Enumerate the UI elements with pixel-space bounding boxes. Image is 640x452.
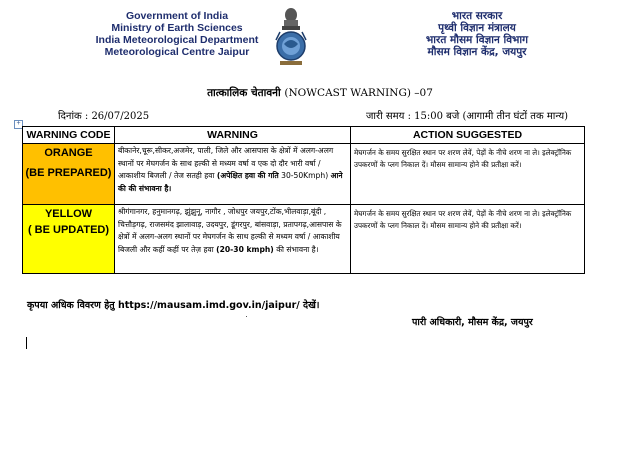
warning-speed: 30-50Kmph)	[278, 171, 331, 180]
table-move-handle-icon[interactable]: +	[14, 120, 23, 129]
warning-bold: (20-30 kmph)	[216, 244, 274, 254]
issue-time: जारी समय : 15:00 बजे (आगामी तीन घंटों तक मान्य)	[366, 111, 569, 122]
org-line: Ministry of Earth Sciences	[111, 22, 243, 34]
warning-text	[115, 205, 351, 274]
table-row	[23, 205, 585, 274]
title-english: (NOWCAST WARNING) –07	[284, 87, 433, 99]
text-cursor	[26, 337, 27, 349]
warning-end: की संभावना है।	[273, 244, 319, 254]
org-line: Government of India	[125, 10, 229, 22]
imd-jaipur-link[interactable]: https://mausam.imd.gov.in/jaipur/	[118, 300, 300, 311]
org-line: India Meteorological Department	[95, 34, 259, 46]
code-label: YELLOW	[44, 208, 93, 220]
warning-bold: (अपेक्षित हवा की गति	[216, 171, 279, 180]
org-line: Meteorological Centre Jaipur	[104, 46, 250, 58]
org-line: मौसम विज्ञान केंद्र, जयपुर	[427, 46, 527, 58]
code-label: ORANGE	[44, 147, 93, 159]
header-warning-code: WARNING CODE	[23, 127, 115, 144]
signature: पारी अधिकारी, मौसम केंद्र, जयपुर	[412, 317, 533, 328]
warning-main: श्रीगंगानगर, हनुमानगढ़, झुंझुनू, नागौर , जोधपुर जयपुर,टोंक,भीलवाड़ा,बूंदी , चित्तौड़गढ़, राजसमंद झालावाड़, उदयपुर, डूंगरपुर, बांसवाड़ा, प्रतापगढ़,आसपास के क्षेत्रों में अलग-अलग स्थानों पर मेघगर्जन के साथ हल्की से मध्यम वर्षा / आकाशीय बिजली और कहीं कहीं पर तेज़ हवा	[118, 207, 342, 254]
page-title	[0, 86, 640, 100]
more-info-line	[27, 298, 319, 311]
action-text: मेघगर्जन के समय सुरक्षित स्थान पर शरण लेवें, पेड़ों के नीचे शरण ना ले। इलेक्ट्रॉनिक उपकरणों के प्लग निकाल दें। मौसम सामान्य होने की प्रतीक्षा करें।	[351, 144, 585, 205]
org-line: भारत सरकार	[451, 10, 503, 22]
title-hindi: तात्कालिक चेतावनी	[207, 87, 281, 99]
info-prefix: कृपया अधिक विवरण हेतु	[27, 300, 118, 311]
header-action: ACTION SUGGESTED	[351, 127, 585, 144]
warning-end: आने की की संभावना है।	[118, 171, 343, 193]
issue-date: दिनांक : 26/07/2025	[58, 111, 150, 122]
letterhead-hindi	[362, 10, 592, 58]
info-suffix: देखें।	[299, 300, 320, 311]
stray-dot	[246, 316, 247, 317]
header-warning: WARNING	[115, 127, 351, 144]
letterhead	[0, 6, 640, 74]
warning-main: बीकानेर,चूरू,सीकर,अजमेर, पाली, जिले और आसपास के क्षेत्रों में अलग-अलग स्थानों पर मेघगर्जन के साथ हल्की से मध्यम वर्षा व एक दो दौर भारी वर्षा /आकाशीय बिजली / तेज सतही हवा	[118, 146, 334, 180]
table-row	[23, 144, 585, 205]
org-line: पृथ्वी विज्ञान मंत्रालय	[438, 22, 516, 34]
warning-code-yellow	[23, 205, 115, 274]
warning-text	[115, 144, 351, 205]
action-text: मेघगर्जन के समय सुरक्षित स्थान पर शरण लेवें, पेड़ों के नीचे शरण ना ले। इलेक्ट्रॉनिक उपकरणों के प्लग निकाल दें। मौसम सामान्य होने की प्रतीक्षा करें।	[351, 205, 585, 274]
table-header-row	[23, 127, 585, 144]
warning-table	[22, 126, 585, 274]
code-sub: (BE PREPARED)	[25, 167, 112, 179]
code-sub: ( BE UPDATED)	[27, 224, 110, 236]
org-line: भारत मौसम विज्ञान विभाग	[425, 34, 529, 46]
national-emblem-icon	[270, 6, 312, 68]
warning-code-orange	[23, 144, 115, 205]
letterhead-english	[62, 10, 292, 58]
